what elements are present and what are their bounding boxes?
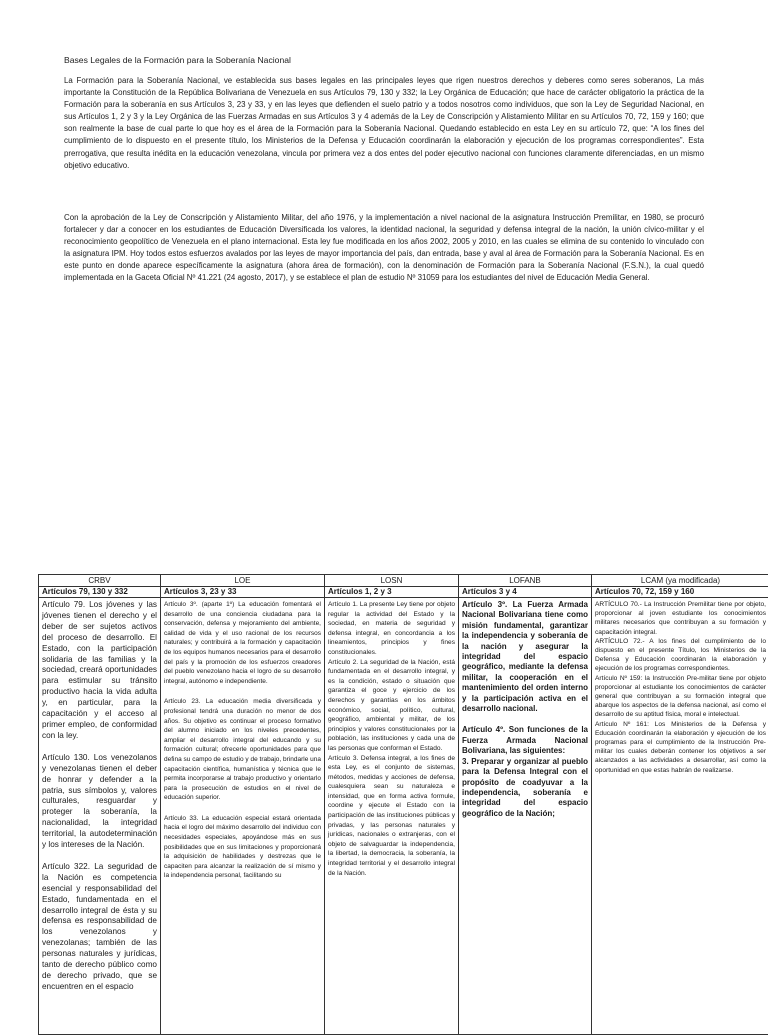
header-crbv: CRBV <box>39 575 161 587</box>
lcam-article-70: ARTÍCULO 70.- La Instrucción Premilitar tiene por objeto, proporcionar al joven estudiante los conocimientos militares necesarios que contribuyan a su formación y capacitación integral. <box>595 601 766 636</box>
lofanb-article-3: Artículo 3º. La Fuerza Armada Nacional Bolivariana tiene como misión fundamental, garantizar la independencia y soberanía de la nación y asegurar la integridad del espacio geográfico, mediante la defensa militar, la cooperación en el mantenimiento del orden interno y la participación activa en el desarrollo nacional. <box>462 600 588 714</box>
losn-article-2: Artículo 2. La seguridad de la Nación, está fundamentada en el desarrollo integral, y es la condición, estado o situación que garantiza el goce y ejercicio de los derechos y garantías en los ámbitos económico, social, político, cultural, geográfico, ambiental y militar, de los principios y valores constitucionales por la población, las instituciones y cada una de las personas que conforman el Estado. <box>328 658 455 752</box>
subheader-loe: Artículos 3, 23 y 33 <box>161 587 325 598</box>
legal-bases-table <box>38 574 768 1035</box>
crbv-article-322: Artículo 322. La seguridad de la Nación es competencia esencial y responsabilidad del Estado, fundamentada en el desarrollo integral de ésta y su defensa es responsabilidad de los venezolanos y venezolanas; también de las personas naturales y jurídicas, tanto de derecho público como de derecho privado, que se encuentren en el espacio <box>42 861 157 991</box>
header-lcam: LCAM (ya modificada) <box>592 575 768 587</box>
lcam-article-72: ARTÍCULO 72.- A los fines del cumplimiento de lo dispuesto en el presente Título, los Ministerios de la Defensa y Educación coordinarán la elaboración y ejecución de los programas correspondientes. <box>595 637 766 673</box>
intro-paragraph: La Formación para la Soberanía Nacional, ve establecida sus bases legales en las principales leyes que rigen nuestros derechos y deberes como seres soberanos, La más importante la Constitución de la República Bolivariana de Venezuela en sus Artículos 79, 130 y 332; la Ley Orgánica de Educación; que hace de carácter obligatorio la práctica de la Formación para la soberanía en sus Artículos 3, 23 y 33, y en las leyes que defienden el suelo patrio y a todos nosotros como individuos, que son la Ley de Seguridad Nacional, en sus Artículos 1, 2 y 3 y la Ley Orgánica de las Fuerzas Armadas en sus Artículos 3 y 4 además de la Ley de Conscripción y Alistamiento Militar en su Artículos 70, 72, 159 y 160; que son realmente la base de cual parte lo que hoy es el área de la Formación para la Soberanía Nacional. Quedando establecido en esta Ley en su artículo 72, que: “A los fines del cumplimiento de lo dispuesto en el presente título, los Ministerios de la Defensa y Educación coordinarán la elaboración y ejecución de los programas correspondientes”. Esta prerrogativa, que resulta inédita en la educación venezolana, vincula por primera vez a dos entes del poder ejecutivo nacional con funciones claramente diferenciadas, en un mismo objetivo educativo. <box>64 76 704 170</box>
subheader-lcam: Artículos 70, 72, 159 y 160 <box>592 587 768 598</box>
losn-articles <box>325 598 459 1035</box>
lofanb-article-4: Artículo 4º. Son funciones de la Fuerza Armada Nacional Bolivariana, las siguientes: <box>462 725 588 756</box>
crbv-articles <box>39 598 161 1035</box>
loe-article-23: Artículo 23. La educación media diversificada y profesional tendrá una duración no menor de dos años. Su objetivo es continuar el proceso formativo del alumno iniciado en los niveles precedentes, ampliar el desarrollo integral del educando y su formación cultural; ofrecerle oportunidades para que defina su campo de estudio y de trabajo, brindarle una capacitación científica, humanística y técnica que le permita incorporarse al trabajo productivo y orientarlo para la prosecución de estudios en el nivel de educación superior. <box>164 698 321 802</box>
loe-article-33: Artículo 33. La educación especial estará orientada hacia el logro del máximo desarrollo del individuo con necesidades especiales, apoyándose más en sus posibilidades que en sus limitaciones y proporcionará la adquisición de habilidades y destrezas que le capaciten para alcanzar la realización de sí mismo y la independencia personal, facilitando su <box>164 814 321 880</box>
lofanb-article-4-item-3: 3. Preparar y organizar al pueblo para la Defensa Integral con el propósito de coadyuvar a la independencia, soberanía e integridad del espacio geográfico de la Nación; <box>462 756 588 818</box>
subheader-crbv: Artículos 79, 130 y 332 <box>39 587 161 598</box>
losn-article-1: Artículo 1. La presente Ley tiene por objeto regular la actividad del Estado y la sociedad, en materia de seguridad y defensa integral, en concordancia a los lineamientos, principios y fines constitucionales. <box>328 601 455 656</box>
lofanb-articles <box>459 598 592 1035</box>
header-losn: LOSN <box>325 575 459 587</box>
document-title: Bases Legales de la Formación para la Soberanía Nacional <box>64 55 291 65</box>
crbv-article-79: Artículo 79. Los jóvenes y las jóvenes tienen el derecho y el deber de ser sujetos activos del proceso de desarrollo. El Estado, con la participación solidaria de las familias y la sociedad, creará oportunidades para estimular su tránsito productivo hacia la vida adulta y, en particular, para la capacitación y el acceso al primer empleo, de conformidad con la ley. <box>42 600 157 740</box>
header-lofanb: LOFANB <box>459 575 592 587</box>
header-loe: LOE <box>161 575 325 587</box>
lcam-article-159: Artículo Nº 159: la Instrucción Pre-militar tiene por objeto proporcionar al estudiante los conocimientos de carácter general que contribuyan a su formación integral que abarque los aspectos de la defensa nacional, así como el desarrollo de su aptitud física, moral e intelectual. <box>595 674 766 719</box>
history-paragraph: Con la aprobación de la Ley de Conscripción y Alistamiento Militar, del año 1976, y la implementación a nivel nacional de la asignatura Instrucción Premilitar, en 1980, se procuró fortalecer y dar a conocer en los estudiantes de Educación Diversificada los valores, la identidad nacional, la seguridad y defensa integral de la nación, la unión cívico-militar y el reconocimiento geopolítico de Venezuela en el plano internacional. Esta ley fue modificada en los años 2002, 2005 y 2010, en las cuales se elimina de su contenido lo vinculado con la asignatura IPM. Hoy todos estos esfuerzos avalados por las leyes de mayor importancia del país, dan entrada, base y aval al área de Formación para la Soberanía Nacional. Es en este punto en donde aparece específicamente la asignatura (ahora área de formación), con la denominación de Formación para la Soberanía Nacional (F.S.N.), la cual quedó implementada en la Gaceta Oficial Nº 41.221 (24 agosto, 2017), y se establece el plan de estudio Nº 31059 para los estudiantes del nivel de Educación Media General. <box>64 213 704 283</box>
lcam-article-161: Artículo Nº 161: Los Ministerios de la Defensa y Educación coordinarán la elaboración y ejecución de los programas para el cumplimiento de la Instrucción Pre-militar los cuales deberán contener los objetivos a ser alcanzados a las actividades a desarrollar, así como la oportunidad en que estas habrán de realizarse. <box>595 720 766 774</box>
subheader-losn: Artículos 1, 2 y 3 <box>325 587 459 598</box>
loe-articles <box>161 598 325 1035</box>
loe-article-3: Artículo 3º. (aparte 1º) La educación fomentará el desarrollo de una conciencia ciudadana para la conservación, defensa y mejoramiento del ambiente, calidad de vida y el uso racional de los recursos naturales; y contribuirá a la formación y capacitación de los equipos humanos necesarios para el desarrollo del país y la promoción de los esfuerzos creadores del pueblo venezolano hacia el logro de su desarrollo integral, autónomo e independiente. <box>164 601 321 685</box>
lcam-articles <box>592 598 768 1035</box>
subheader-lofanb: Artículos 3 y 4 <box>459 587 592 598</box>
losn-article-3: Artículo 3. Defensa integral, a los fines de esta Ley, es el conjunto de sistemas, métodos, medidas y acciones de defensa, cualesquiera sean su naturaleza e intensidad, que en forma activa formule, coordine y ejecute el Estado con la participación de las instituciones públicas y privadas, y las personas naturales y jurídicas, nacionales o extranjeras, con el objeto de salvaguardar la independencia, la libertad, la democracia, la soberanía, la integridad territorial y el desarrollo integral de la Nación. <box>328 754 455 877</box>
crbv-article-130: Artículo 130. Los venezolanos y venezolanas tienen el deber de honrar y defender a la patria, sus símbolos y, valores culturales, resguardar y proteger la soberanía, la nacionalidad, la integridad territorial, la autodeterminación y los intereses de la Nación. <box>42 752 157 850</box>
